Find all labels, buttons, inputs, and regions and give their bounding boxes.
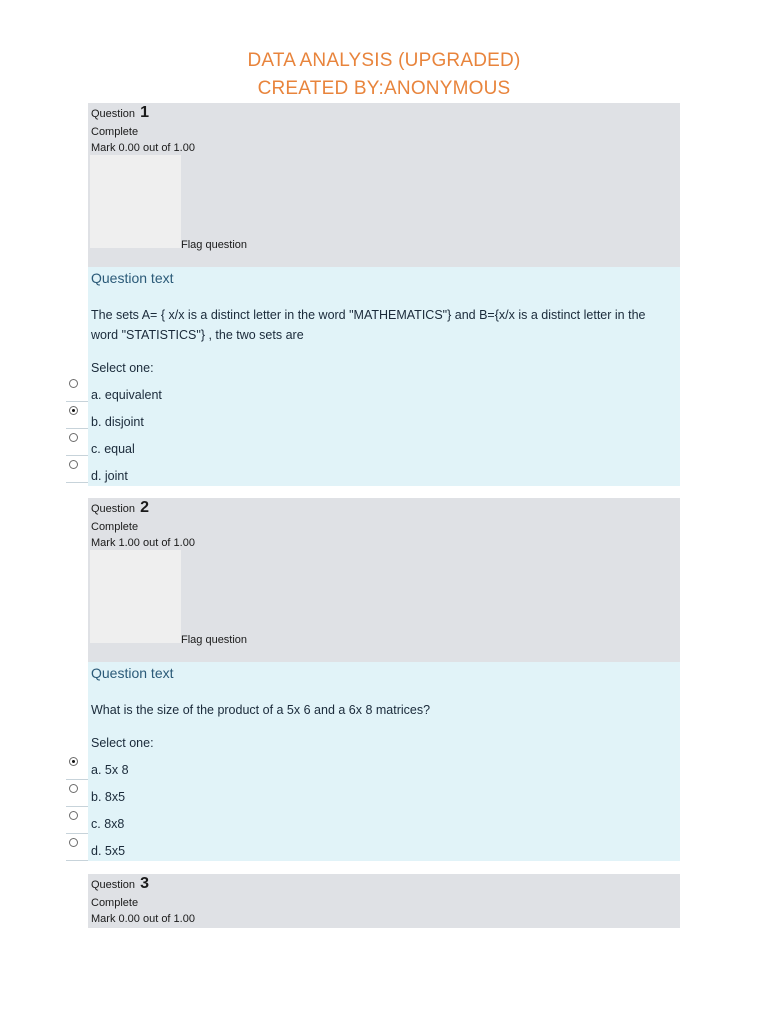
answer-option-d[interactable]: d. 5x5 bbox=[91, 844, 126, 858]
question-1-content bbox=[88, 267, 680, 486]
question-2-state: Complete bbox=[91, 521, 139, 533]
question-number: 1 bbox=[140, 104, 149, 121]
question-3-grade: Mark 0.00 out of 1.00 bbox=[91, 913, 195, 925]
radio-cell bbox=[66, 376, 88, 402]
flag-icon[interactable] bbox=[90, 550, 181, 643]
radio-cell bbox=[66, 808, 88, 834]
radio-button-a[interactable] bbox=[69, 379, 78, 388]
radio-button-b[interactable] bbox=[69, 784, 78, 793]
radio-button-b[interactable] bbox=[69, 406, 78, 415]
question-2-grade: Mark 1.00 out of 1.00 bbox=[91, 537, 195, 549]
flag-icon[interactable] bbox=[90, 155, 181, 248]
select-one-prompt: Select one: bbox=[91, 361, 154, 375]
question-2-content bbox=[88, 662, 680, 861]
question-1-heading bbox=[91, 105, 149, 122]
answer-option-c[interactable]: c. equal bbox=[91, 442, 135, 456]
radio-button-d[interactable] bbox=[69, 460, 78, 469]
question-3-heading bbox=[91, 876, 149, 893]
question-2-heading bbox=[91, 500, 149, 517]
select-one-prompt: Select one: bbox=[91, 736, 154, 750]
question-number: 2 bbox=[140, 499, 149, 516]
radio-button-d[interactable] bbox=[69, 838, 78, 847]
question-text-heading: Question text bbox=[91, 665, 174, 681]
question-1-grade: Mark 0.00 out of 1.00 bbox=[91, 142, 195, 154]
radio-cell bbox=[66, 403, 88, 429]
question-label: Question bbox=[91, 879, 136, 891]
answer-option-b[interactable]: b. disjoint bbox=[91, 415, 144, 429]
radio-cell bbox=[66, 754, 88, 780]
answer-option-d[interactable]: d. joint bbox=[91, 469, 128, 483]
radio-cell bbox=[66, 781, 88, 807]
question-number: 3 bbox=[140, 875, 149, 892]
question-2-info bbox=[88, 498, 680, 662]
radio-cell bbox=[66, 430, 88, 456]
question-1-text: The sets A= { x/x is a distinct letter in the word "MATHEMATICS"} and B={x/x is a distinct letter in the word "STATISTICS"} , the two sets are bbox=[91, 308, 646, 342]
document-author: CREATED BY:ANONYMOUS bbox=[257, 78, 511, 99]
radio-button-c[interactable] bbox=[69, 811, 78, 820]
answer-option-c[interactable]: c. 8x8 bbox=[91, 817, 125, 831]
question-2-text: What is the size of the product of a 5x 6 and a 6x 8 matrices? bbox=[91, 703, 431, 717]
answer-option-b[interactable]: b. 8x5 bbox=[91, 790, 126, 804]
radio-cell bbox=[66, 835, 88, 861]
answer-option-a[interactable]: a. equivalent bbox=[91, 388, 162, 402]
question-label: Question bbox=[91, 108, 136, 120]
flag-question-link[interactable]: Flag question bbox=[181, 634, 248, 646]
question-1-info bbox=[88, 103, 680, 267]
flag-question-link[interactable]: Flag question bbox=[181, 239, 248, 251]
question-3-info bbox=[88, 874, 680, 928]
question-label: Question bbox=[91, 503, 136, 515]
question-1-state: Complete bbox=[91, 126, 139, 138]
document-title: DATA ANALYSIS (UPGRADED) bbox=[247, 50, 521, 71]
radio-cell bbox=[66, 457, 88, 483]
question-3-state: Complete bbox=[91, 897, 139, 909]
answer-option-a[interactable]: a. 5x 8 bbox=[91, 763, 129, 777]
radio-button-c[interactable] bbox=[69, 433, 78, 442]
radio-button-a[interactable] bbox=[69, 757, 78, 766]
question-text-heading: Question text bbox=[91, 270, 174, 286]
